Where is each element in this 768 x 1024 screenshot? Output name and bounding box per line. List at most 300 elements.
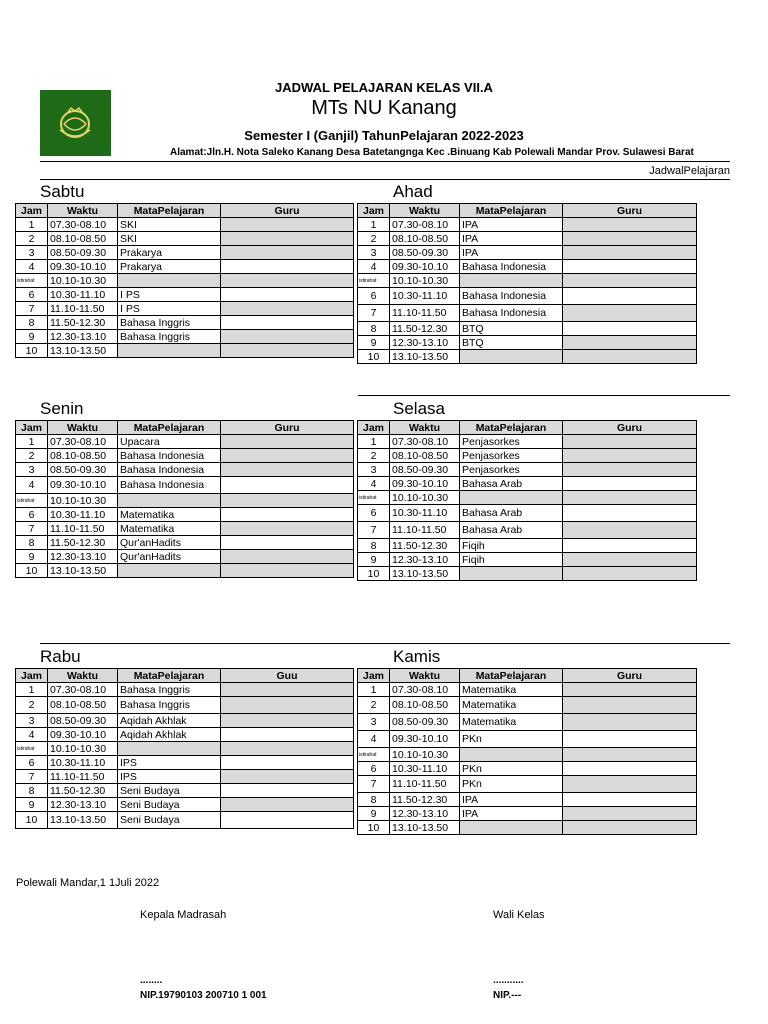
table-row: [358, 260, 697, 274]
cell-jam: 9: [358, 336, 390, 350]
cell-waktu: 07.30-08.10: [48, 435, 118, 449]
cell-mapel: Matematika: [460, 697, 563, 714]
cell-guru: [563, 477, 697, 491]
table-row: [16, 550, 354, 564]
cell-jam: 8: [16, 536, 48, 550]
table-row: [16, 449, 354, 463]
cell-mapel: Bahasa Indonesia: [460, 305, 563, 322]
table-row: [16, 798, 354, 812]
cell-jam: 9: [16, 330, 48, 344]
schedule-table-sabtu: [15, 203, 354, 358]
cell-guru: [563, 683, 697, 697]
headmaster-nip: NIP.19790103 200710 1 001: [140, 990, 267, 1001]
header-mapel: MataPelajaran: [118, 204, 221, 218]
cell-mapel: Seni Budaya: [118, 784, 221, 798]
table-row: [16, 683, 354, 697]
cell-guru: [221, 449, 354, 463]
cell-mapel: Prakarya: [118, 260, 221, 274]
cell-guru: [563, 336, 697, 350]
cell-guru: [563, 762, 697, 776]
cell-waktu: 12.30-13.10: [390, 807, 460, 821]
cell-guru: [221, 477, 354, 494]
cell-waktu: 08.50-09.30: [390, 463, 460, 477]
cell-guru: [221, 683, 354, 697]
cell-jam: 7: [16, 522, 48, 536]
header-waktu: Waktu: [48, 669, 118, 683]
schedule-table-ahad: [357, 203, 697, 364]
cell-mapel: [118, 494, 221, 508]
cell-jam: 4: [16, 728, 48, 742]
cell-waktu: 13.10-13.50: [390, 821, 460, 835]
table-row: [358, 232, 697, 246]
cell-jam: 3: [16, 246, 48, 260]
cell-mapel: IPA: [460, 793, 563, 807]
cell-guru: [221, 564, 354, 578]
table-row: [16, 477, 354, 494]
cell-jam: 9: [16, 798, 48, 812]
cell-guru: [221, 288, 354, 302]
cell-guru: [221, 714, 354, 728]
cell-mapel: Bahasa Indonesia: [118, 477, 221, 494]
cell-jam: istirahat: [358, 274, 390, 288]
cell-guru: [221, 302, 354, 316]
table-row: [16, 564, 354, 578]
cell-waktu: 10.30-11.10: [390, 762, 460, 776]
cell-mapel: [460, 821, 563, 835]
table-row: [16, 463, 354, 477]
cell-waktu: 08.50-09.30: [390, 714, 460, 731]
cell-mapel: SKI: [118, 232, 221, 246]
table-row: [358, 449, 697, 463]
document-title: JADWAL PELAJARAN KELAS VII.A: [275, 80, 493, 95]
table-row: [358, 322, 697, 336]
cell-guru: [221, 756, 354, 770]
cell-mapel: Bahasa Arab: [460, 522, 563, 539]
schedule-table-senin: [15, 420, 354, 578]
cell-mapel: Bahasa Indonesia: [118, 463, 221, 477]
cell-waktu: 11.10-11.50: [390, 776, 460, 793]
cell-guru: [563, 274, 697, 288]
header-mapel: MataPelajaran: [118, 669, 221, 683]
cell-mapel: [460, 350, 563, 364]
cell-jam: 6: [16, 288, 48, 302]
cell-mapel: I PS: [118, 288, 221, 302]
cell-guru: [221, 463, 354, 477]
cell-mapel: Bahasa Indonesia: [118, 449, 221, 463]
cell-jam: 10: [358, 567, 390, 581]
cell-waktu: 13.10-13.50: [390, 350, 460, 364]
cell-guru: [563, 435, 697, 449]
cell-mapel: [118, 274, 221, 288]
cell-waktu: 11.10-11.50: [48, 302, 118, 316]
cell-jam: 7: [358, 522, 390, 539]
cell-waktu: 08.10-08.50: [48, 449, 118, 463]
cell-waktu: 08.10-08.50: [390, 697, 460, 714]
cell-guru: [563, 714, 697, 731]
cell-mapel: Matematika: [460, 714, 563, 731]
cell-mapel: PKn: [460, 776, 563, 793]
cell-waktu: 09.30-10.10: [48, 728, 118, 742]
cell-mapel: Qur'anHadits: [118, 536, 221, 550]
cell-jam: 2: [358, 697, 390, 714]
table-row: [358, 821, 697, 835]
table-row: [358, 807, 697, 821]
day-title-ahad: Ahad: [393, 182, 433, 201]
cell-jam: 4: [358, 260, 390, 274]
cell-mapel: Penjasorkes: [460, 449, 563, 463]
cell-mapel: IPA: [460, 218, 563, 232]
cell-waktu: 12.30-13.10: [390, 553, 460, 567]
table-row: [16, 536, 354, 550]
cell-mapel: [460, 748, 563, 762]
table-row: [358, 748, 697, 762]
table-row: [358, 491, 697, 505]
cell-waktu: 13.10-13.50: [48, 564, 118, 578]
table-row: [16, 435, 354, 449]
cell-mapel: [118, 344, 221, 358]
table-row: [358, 288, 697, 305]
cell-waktu: 08.10-08.50: [48, 697, 118, 714]
cell-jam: 2: [358, 449, 390, 463]
cell-mapel: Upacara: [118, 435, 221, 449]
cell-guru: [563, 776, 697, 793]
cell-mapel: Bahasa Inggris: [118, 316, 221, 330]
cell-mapel: Qur'anHadits: [118, 550, 221, 564]
cell-waktu: 08.10-08.50: [390, 232, 460, 246]
cell-jam: 1: [16, 683, 48, 697]
cell-jam: 1: [16, 218, 48, 232]
cell-jam: 10: [16, 344, 48, 358]
header-guru: Guru: [563, 421, 697, 435]
header-mapel: MataPelajaran: [460, 204, 563, 218]
cell-jam: 1: [358, 683, 390, 697]
cell-waktu: 07.30-08.10: [390, 683, 460, 697]
cell-waktu: 13.10-13.50: [390, 567, 460, 581]
cell-mapel: Bahasa Arab: [460, 477, 563, 491]
cell-jam: 7: [16, 302, 48, 316]
table-row: [16, 728, 354, 742]
cell-guru: [563, 821, 697, 835]
cell-guru: [221, 344, 354, 358]
table-row: [358, 246, 697, 260]
cell-jam: 3: [16, 714, 48, 728]
table-row: [16, 218, 354, 232]
cell-mapel: Aqidah Akhlak: [118, 728, 221, 742]
table-row: [16, 770, 354, 784]
cell-mapel: [460, 567, 563, 581]
cell-waktu: 09.30-10.10: [48, 260, 118, 274]
cell-jam: 9: [16, 550, 48, 564]
day-title-rabu: Rabu: [40, 647, 81, 666]
table-row: [16, 274, 354, 288]
cell-guru: [221, 330, 354, 344]
cell-guru: [563, 567, 697, 581]
cell-mapel: IPA: [460, 807, 563, 821]
cell-jam: 10: [16, 812, 48, 829]
cell-mapel: Matematika: [118, 508, 221, 522]
cell-mapel: [118, 742, 221, 756]
cell-mapel: IPS: [118, 756, 221, 770]
cell-guru: [563, 232, 697, 246]
schedule-table-rabu: [15, 668, 354, 829]
header-mapel: MataPelajaran: [460, 669, 563, 683]
table-row: [16, 316, 354, 330]
cell-mapel: PKn: [460, 762, 563, 776]
cell-mapel: IPA: [460, 246, 563, 260]
header-waktu: Waktu: [48, 421, 118, 435]
cell-jam: 7: [358, 305, 390, 322]
cell-guru: [563, 305, 697, 322]
cell-mapel: Bahasa Inggris: [118, 683, 221, 697]
table-row: [16, 246, 354, 260]
homeroom-title: Wali Kelas: [493, 909, 545, 921]
cell-jam: 4: [358, 477, 390, 491]
table-row: [16, 344, 354, 358]
cell-jam: 7: [358, 776, 390, 793]
cell-waktu: 11.50-12.30: [390, 322, 460, 336]
table-row: [358, 305, 697, 322]
cell-mapel: Fiqih: [460, 553, 563, 567]
cell-mapel: PKn: [460, 731, 563, 748]
cell-jam: 10: [16, 564, 48, 578]
cell-guru: [221, 522, 354, 536]
cell-waktu: 12.30-13.10: [48, 550, 118, 564]
header-mapel: MataPelajaran: [460, 421, 563, 435]
table-row: [358, 731, 697, 748]
cell-guru: [563, 246, 697, 260]
cell-jam: 6: [358, 505, 390, 522]
cell-waktu: 10.10-10.30: [48, 742, 118, 756]
cell-guru: [221, 784, 354, 798]
cell-guru: [563, 463, 697, 477]
cell-jam: 3: [358, 246, 390, 260]
table-row: [358, 793, 697, 807]
cell-mapel: Matematika: [460, 683, 563, 697]
table-row: [358, 762, 697, 776]
headmaster-name: ........: [140, 975, 163, 986]
cell-jam: 2: [358, 232, 390, 246]
cell-jam: 2: [16, 697, 48, 714]
homeroom-name: ...........: [493, 975, 524, 986]
header-divider: [40, 161, 730, 162]
cell-guru: [563, 553, 697, 567]
cell-waktu: 11.10-11.50: [48, 522, 118, 536]
cell-jam: 8: [358, 793, 390, 807]
cell-jam: 6: [358, 288, 390, 305]
cell-mapel: Seni Budaya: [118, 798, 221, 812]
cell-waktu: 10.10-10.30: [390, 491, 460, 505]
cell-mapel: BTQ: [460, 336, 563, 350]
cell-guru: [563, 322, 697, 336]
cell-mapel: IPS: [118, 770, 221, 784]
cell-waktu: 10.30-11.10: [390, 505, 460, 522]
cell-jam: 2: [16, 232, 48, 246]
cell-mapel: SKI: [118, 218, 221, 232]
header-mapel: MataPelajaran: [118, 421, 221, 435]
day-title-senin: Senin: [40, 399, 84, 418]
cell-jam: istirahat: [16, 742, 48, 756]
header-guru: Guu: [221, 669, 354, 683]
day-title-selasa: Selasa: [393, 399, 445, 418]
cell-waktu: 11.50-12.30: [48, 316, 118, 330]
cell-mapel: Matematika: [118, 522, 221, 536]
cell-waktu: 10.10-10.30: [390, 274, 460, 288]
cell-waktu: 08.10-08.50: [390, 449, 460, 463]
cell-waktu: 09.30-10.10: [390, 260, 460, 274]
cell-jam: istirahat: [358, 748, 390, 762]
cell-waktu: 09.30-10.10: [390, 731, 460, 748]
cell-waktu: 10.10-10.30: [48, 274, 118, 288]
cell-guru: [221, 494, 354, 508]
cell-jam: 8: [16, 784, 48, 798]
cell-mapel: Bahasa Indonesia: [460, 288, 563, 305]
header-jam: Jam: [358, 669, 390, 683]
table-row: [16, 288, 354, 302]
header-jam: Jam: [358, 204, 390, 218]
cell-guru: [221, 728, 354, 742]
cell-jam: 10: [358, 821, 390, 835]
school-name: MTs NU Kanang: [311, 97, 457, 119]
cell-guru: [563, 260, 697, 274]
table-row: [16, 508, 354, 522]
cell-guru: [563, 491, 697, 505]
cell-jam: 9: [358, 807, 390, 821]
cell-waktu: 08.50-09.30: [390, 246, 460, 260]
table-row: [358, 522, 697, 539]
cell-waktu: 13.10-13.50: [48, 344, 118, 358]
cell-guru: [221, 218, 354, 232]
cell-guru: [221, 274, 354, 288]
cell-guru: [221, 260, 354, 274]
cell-mapel: [460, 274, 563, 288]
header-divider-2: [40, 179, 730, 180]
cell-guru: [563, 807, 697, 821]
table-row: [358, 553, 697, 567]
cell-waktu: 10.10-10.30: [48, 494, 118, 508]
cell-waktu: 11.50-12.30: [390, 793, 460, 807]
section-divider-1: [358, 395, 730, 396]
cell-waktu: 07.30-08.10: [48, 683, 118, 697]
cell-jam: 6: [16, 756, 48, 770]
table-row: [358, 477, 697, 491]
header-jam: Jam: [16, 669, 48, 683]
cell-jam: istirahat: [16, 274, 48, 288]
table-row: [358, 697, 697, 714]
cell-jam: 8: [358, 322, 390, 336]
table-row: [358, 714, 697, 731]
cell-waktu: 10.30-11.10: [48, 756, 118, 770]
table-row: [358, 776, 697, 793]
cell-jam: 2: [16, 449, 48, 463]
cell-jam: istirahat: [16, 494, 48, 508]
cell-mapel: Prakarya: [118, 246, 221, 260]
cell-guru: [563, 449, 697, 463]
cell-waktu: 09.30-10.10: [48, 477, 118, 494]
cell-guru: [221, 435, 354, 449]
cell-guru: [563, 350, 697, 364]
header-jam: Jam: [358, 421, 390, 435]
semester-label: Semester I (Ganjil) TahunPelajaran 2022-2023: [244, 128, 524, 143]
cell-guru: [563, 288, 697, 305]
cell-waktu: 08.50-09.30: [48, 246, 118, 260]
schedule-table-selasa: [357, 420, 697, 581]
cell-jam: 3: [16, 463, 48, 477]
cell-guru: [221, 742, 354, 756]
cell-guru: [221, 508, 354, 522]
table-row: [16, 494, 354, 508]
cell-waktu: 08.10-08.50: [48, 232, 118, 246]
cell-jam: 1: [358, 218, 390, 232]
cell-guru: [563, 793, 697, 807]
table-row: [358, 683, 697, 697]
schedule-table-kamis: [357, 668, 697, 835]
cell-guru: [563, 731, 697, 748]
header-waktu: Waktu: [48, 204, 118, 218]
cell-waktu: 10.30-11.10: [48, 508, 118, 522]
cell-jam: 6: [16, 508, 48, 522]
cell-mapel: BTQ: [460, 322, 563, 336]
table-row: [358, 567, 697, 581]
table-row: [16, 302, 354, 316]
table-row: [16, 742, 354, 756]
table-row: [358, 336, 697, 350]
cell-guru: [221, 798, 354, 812]
header-guru: Guru: [221, 421, 354, 435]
cell-jam: 3: [358, 714, 390, 731]
cell-waktu: 12.30-13.10: [48, 798, 118, 812]
header-waktu: Waktu: [390, 669, 460, 683]
cell-guru: [563, 539, 697, 553]
headmaster-title: Kepala Madrasah: [140, 909, 227, 921]
table-row: [358, 505, 697, 522]
cell-waktu: 07.30-08.10: [390, 435, 460, 449]
cell-guru: [221, 316, 354, 330]
header-waktu: Waktu: [390, 204, 460, 218]
cell-guru: [221, 550, 354, 564]
school-address: Alamat:Jln.H. Nota Saleko Kanang Desa Batetangnga Kec .Binuang Kab Polewali Mandar Prov. Sulawesi Barat: [170, 147, 694, 158]
cell-jam: 4: [16, 477, 48, 494]
cell-jam: 1: [16, 435, 48, 449]
table-row: [16, 714, 354, 728]
cell-guru: [563, 505, 697, 522]
cell-mapel: Bahasa Indonesia: [460, 260, 563, 274]
table-row: [16, 784, 354, 798]
cell-waktu: 12.30-13.10: [48, 330, 118, 344]
header-guru: Guru: [563, 669, 697, 683]
table-row: [16, 330, 354, 344]
cell-guru: [563, 697, 697, 714]
cell-waktu: 07.30-08.10: [48, 218, 118, 232]
section-divider-2: [40, 643, 730, 644]
cell-mapel: Penjasorkes: [460, 463, 563, 477]
cell-jam: 8: [16, 316, 48, 330]
cell-mapel: Bahasa Inggris: [118, 697, 221, 714]
header-jam: Jam: [16, 421, 48, 435]
header-jam: Jam: [16, 204, 48, 218]
table-row: [16, 756, 354, 770]
table-row: [358, 435, 697, 449]
table-row: [16, 812, 354, 829]
cell-jam: istirahat: [358, 491, 390, 505]
cell-waktu: 10.30-11.10: [48, 288, 118, 302]
header-guru: Guru: [563, 204, 697, 218]
cell-mapel: Aqidah Akhlak: [118, 714, 221, 728]
cell-mapel: Seni Budaya: [118, 812, 221, 829]
cell-jam: 4: [16, 260, 48, 274]
cell-mapel: [118, 564, 221, 578]
cell-waktu: 08.50-09.30: [48, 463, 118, 477]
table-row: [16, 260, 354, 274]
